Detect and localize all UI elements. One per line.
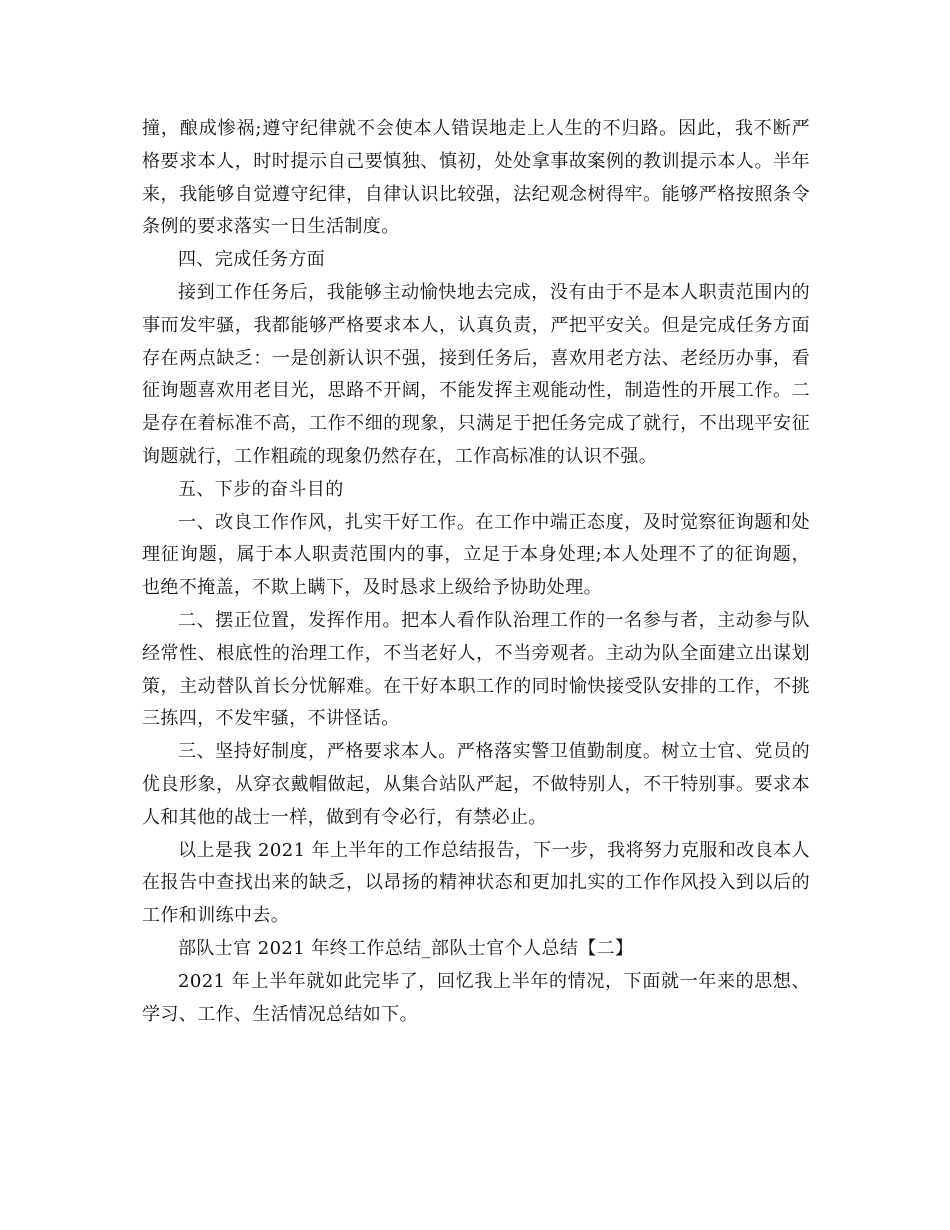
section-heading-task-completion: 四、完成任务方面 <box>178 249 326 271</box>
paragraph-task-completion: 接到工作任务后，我能够主动愉快地去完成，没有由于不是本人职责范围内的事而发牢骚，我都能够严格要求本人，认真负责，严把平安关。但是完成任务方面存在两点缺乏：一是创新认识不强，接到任务后，喜欢用老方法、老经历办事，看征询题喜欢用老目光，思路不开阔，不能发挥主观能动性，制造性的开展工作。二是存在着标准不高，工作不细的现象，只满足于把任务完成了就行，不出现平安征询题就行，工作粗疏的现象仍然存在，工作高标准的认识不强。 <box>142 281 810 467</box>
paragraph-part-two-intro: 2021 年上半年就如此完毕了，回忆我上半年的情况，下面就一年来的思想、学习、工作、生活情况总结如下。 <box>142 970 810 1025</box>
section-heading-next-goals: 五、下步的奋斗目的 <box>178 478 344 500</box>
section-title-part-two: 部队士官 2021 年终工作总结_部队士官个人总结【二】 <box>178 937 634 959</box>
paragraph-goal-three: 三、坚持好制度，严格要求本人。严格落实警卫值勤制度。树立士官、党员的优良形象，从穿衣戴帽做起，从集合站队严起，不做特别人，不干特别事。要求本人和其他的战士一样，做到有令必行，有禁必止。 <box>142 741 810 828</box>
paragraph-discipline-continued: 撞，酿成惨祸;遵守纪律就不会使本人错误地走上人生的不归路。因此，我不断严格要求本人，时时提示自己要慎独、慎初，处处拿事故案例的教训提示本人。半年来，我能够自觉遵守纪律，自律认识比较强，法纪观念树得牢。能够严格按照条令条例的要求落实一日生活制度。 <box>142 118 810 238</box>
paragraph-conclusion: 以上是我 2021 年上半年的工作总结报告，下一步，我将努力克服和改良本人在报告中查找出来的缺乏，以昂扬的精神状态和更加扎实的工作作风投入到以后的工作和训练中去。 <box>142 839 810 927</box>
document-page <box>142 113 810 1031</box>
paragraph-goal-one: 一、改良工作作风，扎实干好工作。在工作中端正态度，及时觉察征询题和处理征询题，属于本人职责范围内的事，立足于本身处理;本人处理不了的征询题，也绝不掩盖，不欺上瞒下，及时恳求上级给予协助处理。 <box>142 511 810 599</box>
paragraph-goal-two: 二、摆正位置，发挥作用。把本人看作队治理工作的一名参与者，主动参与队经常性、根底性的治理工作，不当老好人，不当旁观者。主动为队全面建立出谋划策，主动替队首长分忧解难。在干好本职工作的同时愉快接受队安排的工作，不挑三拣四，不发牢骚，不讲怪话。 <box>142 609 810 730</box>
